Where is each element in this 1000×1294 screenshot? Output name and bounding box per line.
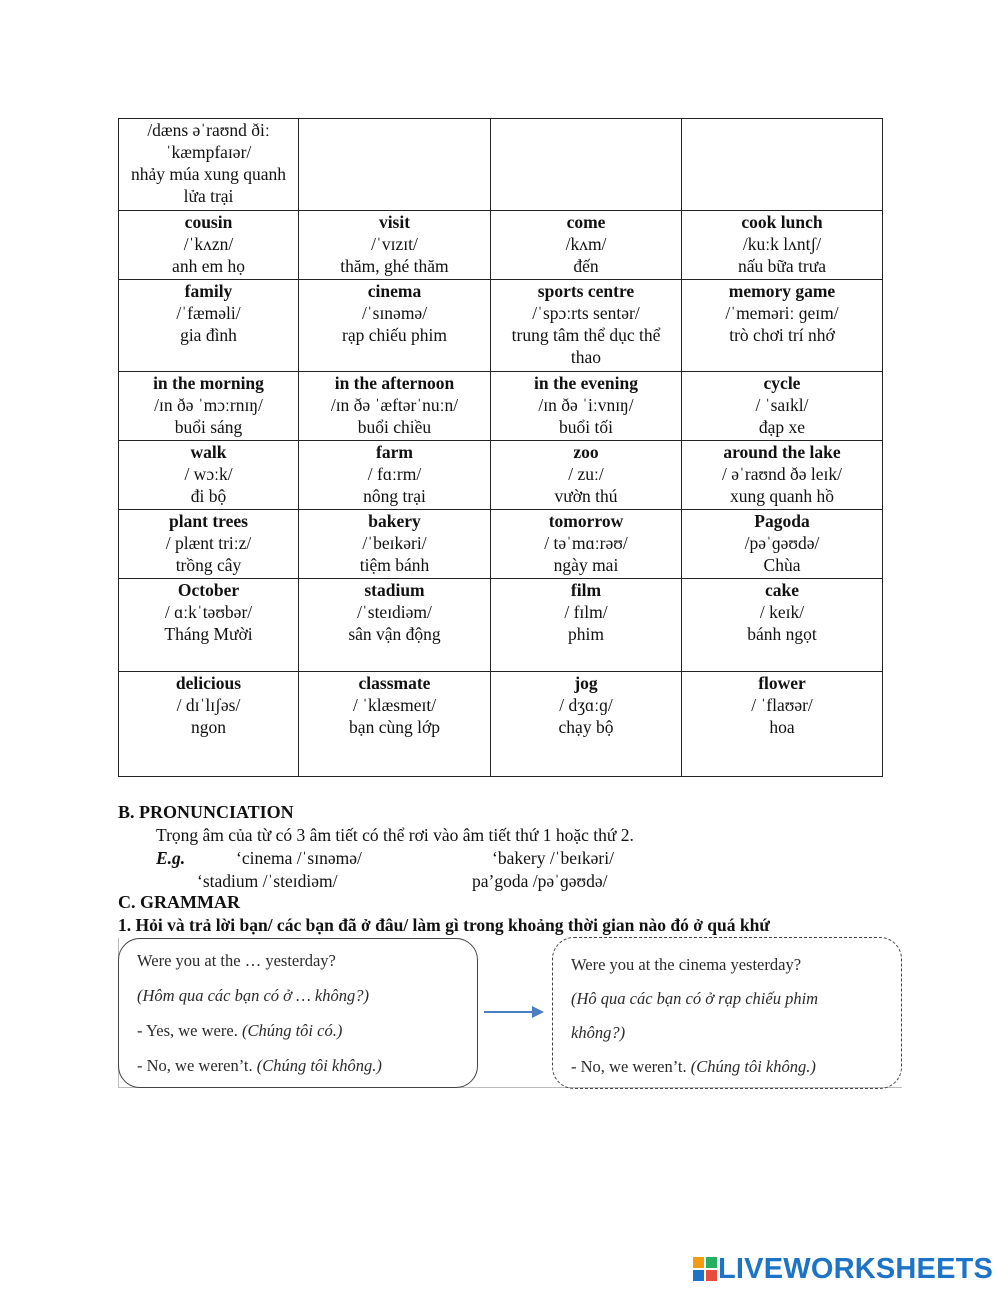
vocab-meaning: đi bộ: [190, 486, 227, 506]
vocab-phonetic: /ɪn ðə ˈiːvnɪŋ/: [538, 395, 634, 415]
vocab-word: zoo: [573, 442, 599, 462]
vocab-word: cook lunch: [741, 212, 823, 232]
vocab-word: Pagoda: [754, 511, 810, 531]
vocab-phonetic: /ˈsteɪdiəm/: [357, 602, 432, 622]
vocab-phonetic: / wɔːk/: [184, 464, 233, 484]
vocab-word: memory game: [728, 281, 836, 301]
vocab-word: visit: [378, 212, 411, 232]
vocab-phonetic: /ˈsɪnəmə/: [361, 303, 428, 323]
vocab-meaning: tiệm bánh: [359, 555, 430, 575]
vocab-cell: [119, 579, 299, 672]
vocab-cell: [299, 510, 491, 579]
vocab-meaning: anh em họ: [172, 256, 245, 276]
vocab-cell: [682, 119, 883, 211]
vocab-phonetic: / fɑːrm/: [367, 464, 422, 484]
vocab-cell: [299, 441, 491, 510]
grammar-example-box: [552, 937, 902, 1089]
vocab-row: [119, 510, 883, 579]
vocab-meaning: nông trại: [363, 486, 426, 506]
vocab-phonetic: / ˈflaʊər/: [751, 695, 813, 715]
vocab-phonetic: / əˈraʊnd ðə leɪk/: [722, 464, 842, 484]
vocab-cell: [491, 510, 682, 579]
example-question-translation-2: không?): [571, 1023, 626, 1042]
vocab-cell: [119, 510, 299, 579]
vocab-meaning: rạp chiếu phim: [342, 325, 447, 345]
vocab-word: family: [184, 281, 233, 301]
vocab-word: come: [566, 212, 606, 232]
pattern-no-answer: - No, we weren’t. (Chúng tôi không.): [137, 1056, 382, 1075]
vocab-word: October: [177, 580, 240, 600]
vocab-word: delicious: [175, 673, 242, 693]
vocab-phonetic: / keɪk/: [759, 602, 805, 622]
vocab-meaning: đến: [573, 256, 599, 276]
vocab-cell: [491, 579, 682, 672]
vocab-cell: [682, 372, 883, 441]
vocab-phonetic: / dʒɑːɡ/: [559, 695, 613, 715]
vocab-row: [119, 672, 883, 777]
vocab-meaning: buổi tối: [559, 417, 613, 437]
vocab-cell: [299, 579, 491, 672]
vocab-phonetic: /pəˈɡəʊdə/: [744, 533, 820, 553]
vocab-cell: [299, 280, 491, 372]
vocab-phonetic: / plænt triːz/: [165, 533, 252, 553]
vocab-cell: [119, 119, 299, 211]
vocab-cell: [491, 119, 682, 211]
vocab-row: [119, 579, 883, 672]
vocab-cell: [682, 441, 883, 510]
vocabulary-table: [118, 118, 883, 777]
vocab-meaning: nấu bữa trưa: [738, 256, 826, 276]
vocab-meaning: buổi chiều: [357, 417, 432, 437]
vocab-phonetic: /ɪn ðə ˈæftərˈnuːn/: [330, 395, 459, 415]
vocab-word: walk: [190, 442, 227, 462]
vocabulary-table-body: [119, 119, 883, 777]
example-label: E.g.: [156, 848, 186, 868]
vocab-meaning: xung quanh hồ: [729, 486, 835, 506]
pattern-question: Were you at the … yesterday?: [137, 951, 336, 970]
vocab-meaning: Tháng Mười: [164, 624, 253, 644]
pronunciation-heading: B. PRONUNCIATION: [118, 802, 294, 822]
vocab-phonetic: / ˈklæsmeɪt/: [352, 695, 437, 715]
vocab-meaning: trò chơi trí nhớ: [729, 325, 835, 345]
vocab-meaning: chạy bộ: [558, 717, 614, 737]
vocab-phonetic: /dæns əˈraʊnd ðiː ˈkæmpfaɪər/: [147, 120, 270, 162]
example-bakery: ‘bakery /ˈbeɪkəri/: [492, 848, 614, 868]
vocab-meaning: vườn thú: [554, 486, 618, 506]
example-cinema: ‘cinema /ˈsɪnəmə/: [236, 848, 362, 868]
vocab-cell: [491, 211, 682, 280]
example-no-translation: (Chúng tôi không.): [690, 1057, 816, 1076]
vocab-cell: [299, 672, 491, 777]
vocab-word: classmate: [358, 673, 431, 693]
vocab-row: [119, 119, 883, 211]
vocab-meaning: đạp xe: [758, 417, 806, 437]
vocab-meaning: ngon: [191, 717, 226, 737]
vocab-cell: [119, 372, 299, 441]
vocab-word: flower: [758, 673, 806, 693]
vocab-phonetic: /kʌm/: [565, 234, 607, 254]
liveworksheets-logo-icon: [692, 1256, 718, 1282]
vocab-word: plant trees: [169, 511, 248, 531]
vocab-phonetic: / dɪˈlɪʃəs/: [176, 695, 241, 715]
vocab-word: cinema: [367, 281, 422, 301]
vocab-meaning: nhảy múa xung quanh lửa trại: [130, 164, 287, 206]
vocab-meaning: thăm, ghé thăm: [340, 256, 449, 276]
vocab-word: jog: [574, 673, 598, 693]
vocab-word: in the morning: [153, 373, 264, 393]
vocab-word: in the afternoon: [334, 373, 455, 393]
vocab-word: film: [570, 580, 602, 600]
vocab-meaning: ngày mai: [553, 555, 619, 575]
vocab-word: cake: [764, 580, 800, 600]
vocab-cell: [491, 280, 682, 372]
vocab-phonetic: / təˈmɑːrəʊ/: [544, 533, 628, 553]
vocab-meaning: trồng cây: [175, 555, 242, 575]
vocab-meaning: hoa: [769, 717, 795, 737]
vocab-phonetic: /ɪn ðə ˈmɔːrnɪŋ/: [154, 395, 263, 415]
vocab-cell: [119, 672, 299, 777]
vocab-meaning: bánh ngọt: [747, 624, 817, 644]
vocab-cell: [682, 280, 883, 372]
grammar-heading: C. GRAMMAR: [118, 892, 240, 912]
vocab-meaning: gia đình: [180, 325, 237, 345]
vocab-phonetic: /ˈmeməriː ɡeɪm/: [725, 303, 839, 323]
vocab-word: in the evening: [533, 373, 639, 393]
vocab-cell: [682, 672, 883, 777]
grammar-subheading: 1. Hỏi và trả lời bạn/ các bạn đã ở đâu/ làm gì trong khoảng thời gian nào đó ở quá khứ: [118, 915, 770, 935]
vocab-cell: [299, 211, 491, 280]
vocab-cell: [491, 672, 682, 777]
vocab-phonetic: /ˈvɪzɪt/: [371, 234, 418, 254]
vocab-phonetic: /ˈspɔːrts sentər/: [532, 303, 640, 323]
vocab-meaning: phim: [568, 624, 604, 644]
vocab-meaning: sân vận động: [348, 624, 441, 644]
vocab-word: bakery: [368, 511, 421, 531]
vocab-meaning: bạn cùng lớp: [349, 717, 440, 737]
pattern-question-translation: (Hôm qua các bạn có ở … không?): [137, 986, 369, 1005]
example-pagoda: pa’goda /pəˈɡəʊdə/: [472, 871, 608, 891]
example-question: Were you at the cinema yesterday?: [571, 955, 802, 974]
vocab-meaning: buổi sáng: [174, 417, 243, 437]
vocab-word: cycle: [763, 373, 801, 393]
example-no-answer: - No, we weren’t. (Chúng tôi không.): [571, 1057, 816, 1076]
vocab-cell: [119, 211, 299, 280]
vocab-meaning: trung tâm thể dục thể thao: [511, 325, 661, 367]
arrow-right-icon: [484, 1002, 546, 1022]
vocab-cell: [299, 372, 491, 441]
vocab-cell: [682, 510, 883, 579]
vocab-word: stadium: [364, 580, 425, 600]
liveworksheets-logo: [692, 1254, 993, 1284]
vocab-meaning: Chùa: [763, 555, 801, 575]
vocab-row: [119, 372, 883, 441]
vocab-row: [119, 211, 883, 280]
pronunciation-rule: Trọng âm của từ có 3 âm tiết có thể rơi vào âm tiết thứ 1 hoặc thứ 2.: [156, 825, 634, 845]
example-question-translation-1: (Hô qua các bạn có ở rạp chiếu phim: [571, 989, 819, 1008]
vocab-cell: [299, 119, 491, 211]
vocab-cell: [119, 441, 299, 510]
vocab-cell: [491, 441, 682, 510]
vocab-phonetic: /ˈfæməli/: [176, 303, 241, 323]
liveworksheets-logo-text: LIVEWORKSHEETS: [718, 1252, 994, 1285]
vocab-word: farm: [376, 442, 413, 462]
vocab-phonetic: /kuːk lʌntʃ/: [742, 234, 822, 254]
vocab-phonetic: / ˈsaɪkl/: [755, 395, 809, 415]
vocab-cell: [119, 280, 299, 372]
vocab-word: around the lake: [723, 442, 841, 462]
vocab-phonetic: /ˈkʌzn/: [183, 234, 234, 254]
grammar-pattern-box: [118, 938, 478, 1088]
vocab-phonetic: / fɪlm/: [564, 602, 608, 622]
pattern-no-translation: (Chúng tôi không.): [256, 1056, 382, 1075]
vocab-word: sports centre: [537, 281, 635, 301]
pattern-yes-answer: - Yes, we were. (Chúng tôi có.): [137, 1021, 343, 1040]
vocab-cell: [682, 579, 883, 672]
example-stadium: ‘stadium /ˈsteɪdiəm/: [197, 871, 338, 891]
vocab-word: tomorrow: [548, 511, 624, 531]
vocab-phonetic: /ˈbeɪkəri/: [362, 533, 427, 553]
vocab-phonetic: / ɑːkˈtəʊbər/: [164, 602, 253, 622]
vocab-row: [119, 280, 883, 372]
vocab-phonetic: / zuː/: [568, 464, 604, 484]
pattern-yes-translation: (Chúng tôi có.): [241, 1021, 343, 1040]
vocab-cell: [491, 372, 682, 441]
vocab-cell: [682, 211, 883, 280]
vocab-row: [119, 441, 883, 510]
vocab-word: cousin: [184, 212, 233, 232]
